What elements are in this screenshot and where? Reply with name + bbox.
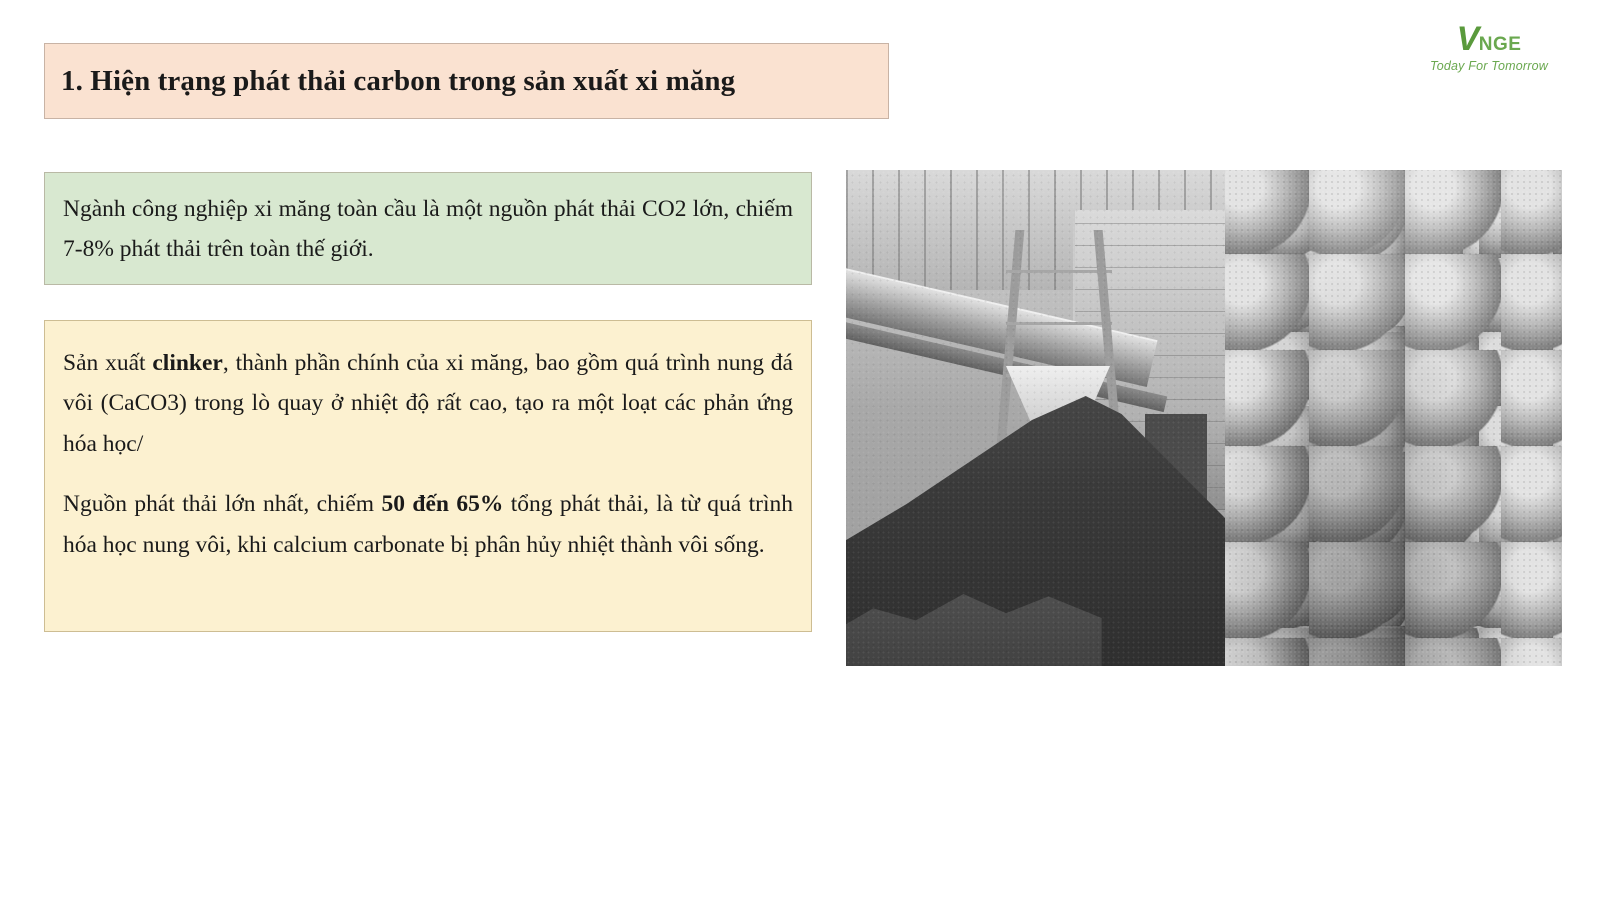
- yellow-p2-text-a: Nguồn phát thải lớn nhất, chiếm: [63, 491, 382, 518]
- logo-letter-v: V: [1456, 20, 1479, 58]
- cement-plant-photo: [846, 170, 1225, 666]
- logo-tagline: Today For Tomorrow: [1430, 59, 1548, 73]
- green-box-paragraph: Ngành công nghiệp xi măng toàn cầu là một nguồn phát thải CO2 lớn, chiếm 7-8% phát thải trên toàn thế giới.: [63, 196, 793, 263]
- page-title: 1. Hiện trạng phát thải carbon trong sản xuất xi măng: [61, 64, 736, 97]
- yellow-p2-text-b: tổng phát thải, là từ quá trình hóa học nung vôi, khi calcium carbonate bị phân hủy nhiệt thành vôi sống.: [63, 491, 793, 558]
- logo-letters-nge: NGE: [1478, 34, 1522, 55]
- yellow-box-paragraph-2: [63, 484, 793, 565]
- illustration-image-pair: [846, 170, 1562, 666]
- photo-grain-overlay: [846, 170, 1225, 666]
- yellow-p1-text-a: Sản xuất: [63, 350, 153, 376]
- callout-box-green: [44, 172, 812, 285]
- logo-wordmark: [1457, 22, 1522, 56]
- clinker-grain-overlay: [1225, 170, 1562, 666]
- company-logo: [1414, 22, 1564, 73]
- callout-box-yellow: [44, 320, 812, 632]
- clinker-nodules-photo: [1225, 170, 1562, 666]
- yellow-box-paragraph-1: [63, 343, 793, 464]
- yellow-p1-text-b: , thành phần chính của xi măng, bao gồm quá trình nung đá vôi (CaCO3) trong lò quay ở nhiệt độ rất cao, tạo ra một loạt các phản ứng hóa học/: [63, 350, 793, 457]
- slide-title-box: [44, 43, 889, 119]
- yellow-p2-bold: 50 đến 65%: [381, 491, 504, 518]
- yellow-p1-bold: clinker: [152, 350, 223, 376]
